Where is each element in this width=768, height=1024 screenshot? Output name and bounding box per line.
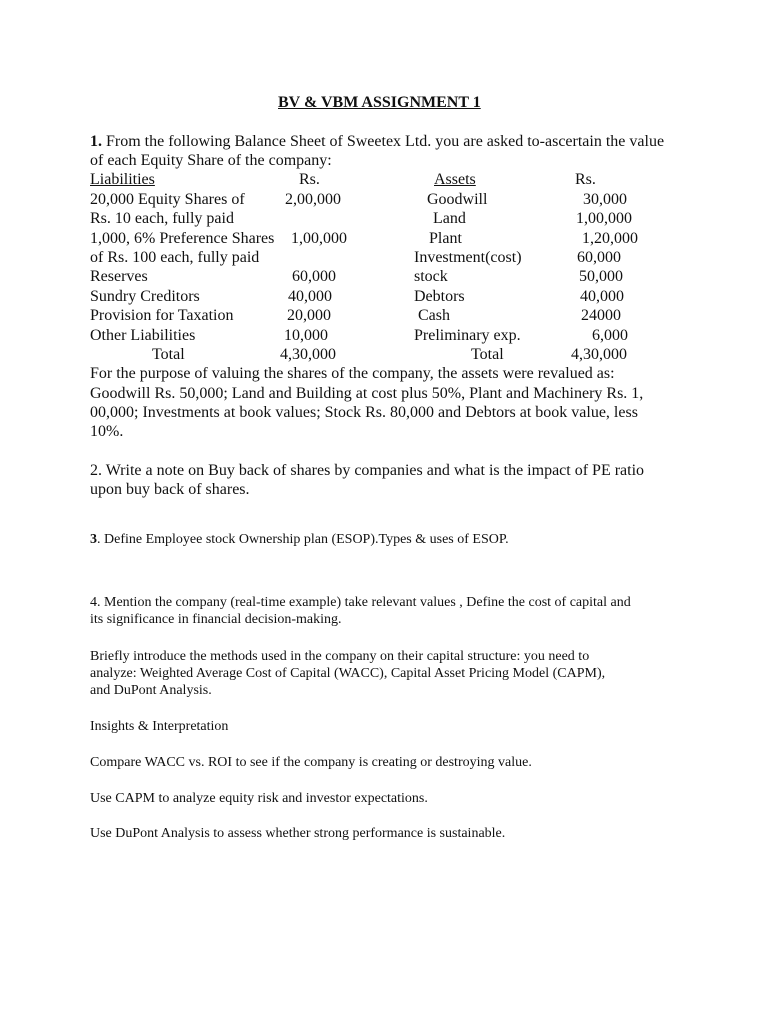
- q3-line: [90, 531, 509, 548]
- q2-line: 2. Write a note on Buy back of shares by companies and what is the impact of PE ratio: [90, 462, 645, 479]
- insight-point: Compare WACC vs. ROI to see if the company is creating or destroying value.: [90, 755, 532, 770]
- table-row-liability-amount: 20,000: [287, 307, 331, 324]
- table-row-liability: 1,000, 6% Preference Shares: [90, 230, 275, 247]
- q1-revaluation-line: 10%.: [90, 423, 124, 440]
- table-row-asset: Cash: [418, 307, 450, 324]
- table-row-liability: Reserves: [90, 268, 148, 285]
- q4-methods-line: Briefly introduce the methods used in the company on their capital structure: you need to: [90, 649, 590, 664]
- table-row-asset: Preliminary exp.: [414, 327, 521, 344]
- liabilities-header: Liabilities Rs.: [90, 171, 320, 188]
- q4-methods-line: and DuPont Analysis.: [90, 683, 212, 698]
- q1-number: 1.: [90, 133, 102, 150]
- q1-intro-line2: of each Equity Share of the company:: [90, 152, 332, 169]
- table-row-asset: Plant: [429, 230, 462, 247]
- assets-rs-header: Rs.: [575, 171, 596, 188]
- assets-header: Assets Rs.: [434, 171, 596, 188]
- table-row-asset: Investment(cost): [414, 249, 522, 266]
- table-row-liability-amount: 40,000: [288, 288, 332, 305]
- table-row-asset: stock: [414, 268, 448, 285]
- table-row-liability: Provision for Taxation: [90, 307, 234, 324]
- liabilities-total-label: Total: [152, 346, 185, 363]
- table-row-asset-amount: 50,000: [579, 268, 623, 285]
- q4-line: its significance in financial decision-making.: [90, 612, 342, 627]
- table-row-liability: Other Liabilities: [90, 327, 196, 344]
- table-row-asset: Land: [433, 210, 466, 227]
- liabilities-rs-header: Rs.: [299, 171, 320, 188]
- table-row-liability: of Rs. 100 each, fully paid: [90, 249, 260, 266]
- table-row-asset-amount: 30,000: [583, 191, 627, 208]
- table-row-liability-amount: 1,00,000: [291, 230, 347, 247]
- table-row-asset: Goodwill: [427, 191, 488, 208]
- q1-revaluation-line: Goodwill Rs. 50,000; Land and Building at cost plus 50%, Plant and Machinery Rs. 1,: [90, 385, 644, 402]
- table-row-asset-amount: 60,000: [577, 249, 621, 266]
- page-title: BV & VBM ASSIGNMENT 1: [278, 94, 481, 111]
- q2-line: upon buy back of shares.: [90, 481, 250, 498]
- insight-point: Use CAPM to analyze equity risk and investor expectations.: [90, 791, 428, 806]
- table-row-liability: Sundry Creditors: [90, 288, 200, 305]
- table-row-asset-amount: 40,000: [580, 288, 624, 305]
- insights-heading: Insights & Interpretation: [90, 719, 229, 734]
- table-row-liability-amount: 2,00,000: [285, 191, 341, 208]
- table-row-liability-amount: 10,000: [284, 327, 328, 344]
- table-row-liability: Rs. 10 each, fully paid: [90, 210, 234, 227]
- q4-line: 4. Mention the company (real-time example) take relevant values , Define the cost of capital and: [90, 595, 631, 610]
- q1-revaluation-line: 00,000; Investments at book values; Stock Rs. 80,000 and Debtors at book value, less: [90, 404, 638, 421]
- table-row-liability: 20,000 Equity Shares of: [90, 191, 245, 208]
- table-row-asset-amount: 1,00,000: [576, 210, 632, 227]
- q1-intro-text: From the following Balance Sheet of Sweetex Ltd. you are asked to-ascertain the value: [102, 133, 665, 150]
- table-row-asset: Debtors: [414, 288, 465, 305]
- q3-number: 3: [90, 532, 97, 547]
- table-row-asset-amount: 24000: [581, 307, 621, 324]
- assets-total-label: Total: [471, 346, 504, 363]
- q4-methods-line: analyze: Weighted Average Cost of Capital (WACC), Capital Asset Pricing Model (CAPM),: [90, 666, 606, 681]
- table-row-asset-amount: 1,20,000: [582, 230, 638, 247]
- q3-text: . Define Employee stock Ownership plan (ESOP).Types & uses of ESOP.: [97, 532, 509, 547]
- insight-point: Use DuPont Analysis to assess whether strong performance is sustainable.: [90, 826, 506, 841]
- q1-intro-line1: [90, 132, 664, 151]
- assets-total-amount: 4,30,000: [571, 346, 627, 363]
- table-row-liability-amount: 60,000: [292, 268, 336, 285]
- q1-revaluation-line: For the purpose of valuing the shares of the company, the assets were revalued as:: [90, 365, 615, 382]
- liabilities-total-amount: 4,30,000: [280, 346, 336, 363]
- table-row-asset-amount: 6,000: [592, 327, 628, 344]
